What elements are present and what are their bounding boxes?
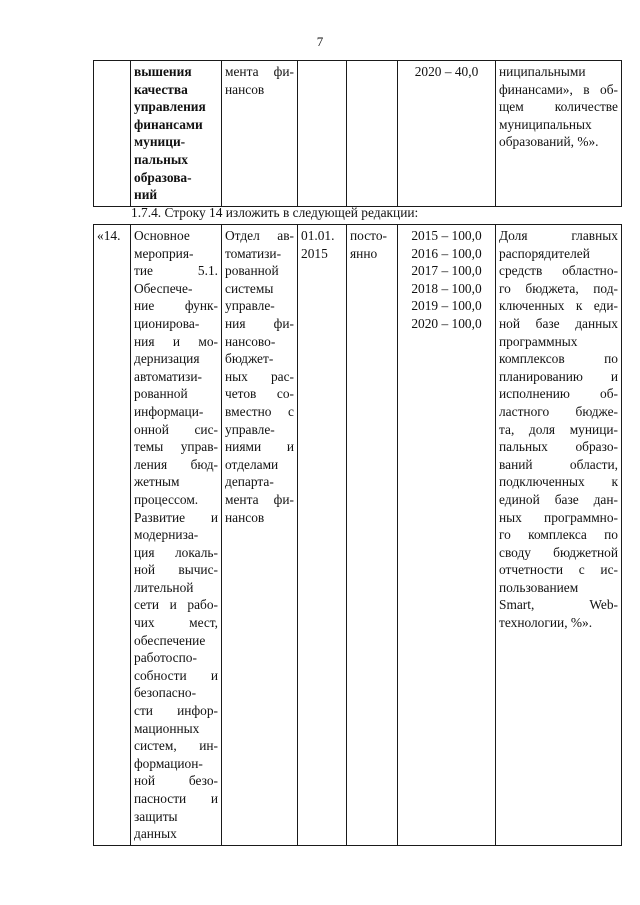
text-line: нансово- (225, 333, 276, 349)
text-line: Обеспече- (134, 280, 193, 296)
text-line: ний (134, 187, 158, 203)
text-line: Smart, Web- (499, 597, 618, 613)
cell-start-date (298, 61, 347, 207)
text-line: своду бюджетной (499, 544, 618, 560)
text-line: системы (225, 280, 274, 296)
cell-event-name (131, 225, 222, 846)
cell-target-values (398, 61, 496, 207)
text-line: 2016 – 100,0 (411, 245, 482, 261)
text-line: департа- (225, 474, 274, 490)
text-line: Основное (134, 228, 190, 243)
text-line: данных (134, 826, 177, 842)
text-line: рованной (134, 386, 188, 402)
text-line: Отдел ав- (225, 228, 294, 243)
text-line: 2017 – 100,0 (411, 263, 482, 279)
text-line: ной вычис- (134, 562, 218, 578)
text-line: 2015 (301, 245, 328, 261)
text-line: процессом. (134, 491, 199, 507)
text-line: вместно с (225, 403, 294, 419)
text-line: автоматизи- (134, 368, 202, 384)
text-line: ния и мо- (134, 333, 218, 349)
text-line: информаци- (134, 403, 204, 419)
text-line: нансов (225, 81, 265, 97)
text-line: обеспечение (134, 632, 206, 648)
text-line: сети и рабо- (134, 597, 218, 613)
text-line: управления (134, 99, 206, 115)
text-line: сти инфор- (134, 703, 218, 719)
text-line: качества (134, 81, 188, 97)
cell-indicator (496, 225, 622, 846)
text-line: отчетности с ис- (499, 562, 618, 578)
table-row (94, 225, 622, 846)
text-line: 01.01. (301, 228, 335, 243)
text-line: работоспо- (134, 650, 197, 666)
page-number: 7 (316, 34, 324, 49)
text-line: мента фи- (225, 491, 294, 507)
text-line: жетным (134, 474, 180, 490)
text-line: муници- (134, 134, 186, 150)
text-line: 2020 – 40,0 (414, 64, 479, 79)
text-line: единой базе дан- (499, 491, 618, 507)
cell-event-name (131, 61, 222, 207)
text-line: финансами (134, 116, 203, 132)
text-line: ция локаль- (134, 544, 218, 560)
text-line: мероприя- (134, 245, 194, 261)
text-line: онной сис- (134, 421, 218, 437)
text-line: тие 5.1. (134, 263, 218, 279)
text-line: ластного бюдже- (499, 403, 618, 419)
text-line: вышения (134, 64, 192, 79)
text-line: систем, ин- (134, 738, 218, 754)
text-line: дернизация (134, 351, 200, 367)
text-line: мационных (134, 720, 200, 736)
text-line: формацион- (134, 755, 203, 771)
text-line: рованной (225, 263, 279, 279)
text-line: технологии, %». (499, 615, 593, 631)
text-line: темы управ- (134, 439, 218, 455)
text-line: пасности и (134, 791, 218, 806)
text-line: пальных (134, 151, 188, 167)
text-line: ния фи- (225, 315, 294, 331)
text-line: программных (499, 333, 578, 349)
text-line: собности и (134, 667, 218, 683)
text-line: четов со- (225, 386, 294, 402)
cell-number (94, 61, 131, 207)
text-line: образова- (134, 169, 192, 185)
cell-executor (222, 61, 298, 207)
text-line: лительной (134, 579, 194, 595)
text-line: финансами», в об- (499, 81, 618, 97)
text-line: томатизи- (225, 245, 282, 261)
text-line: ления бюд- (134, 456, 218, 472)
text-line: бюджет- (225, 351, 274, 367)
row-number: «14. (97, 228, 121, 243)
text-line: ние функ- (134, 298, 218, 314)
text-line: распорядителей (499, 245, 590, 261)
cell-end-date (347, 61, 398, 207)
text-line: средств областно- (499, 263, 618, 279)
text-line: управле- (225, 298, 275, 314)
text-line: отделами (225, 456, 279, 472)
text-line: исполнению об- (499, 386, 618, 402)
text-line: пользованием (499, 579, 579, 595)
text-line: щем количестве (499, 99, 618, 115)
cell-number (94, 225, 131, 846)
text-line: Развитие и (134, 509, 218, 525)
cell-end-date (347, 225, 398, 846)
cell-executor (222, 225, 298, 846)
text-line: безопасно- (134, 685, 197, 701)
text-line: 2019 – 100,0 (411, 298, 482, 314)
table-new-row-14 (93, 224, 622, 846)
text-line: нансов (225, 509, 265, 525)
text-line: янно (350, 245, 378, 261)
text-line: 2018 – 100,0 (411, 280, 482, 296)
text-line: пальных образо- (499, 439, 618, 455)
text-line: 2020 – 100,0 (411, 315, 482, 331)
text-line: защиты (134, 808, 178, 824)
text-line: ционирова- (134, 315, 200, 331)
text-line: ниципальными (499, 64, 586, 79)
text-line: го комплекса по (499, 527, 618, 543)
text-line: модерниза- (134, 527, 199, 543)
text-line: чих мест, (134, 615, 218, 631)
text-line: Доля главных (499, 228, 618, 243)
text-line: комплексов по (499, 351, 618, 367)
text-line: та, доля муници- (499, 421, 618, 437)
cell-target-values (398, 225, 496, 846)
text-line: ной базе данных (499, 315, 618, 331)
text-line: планированию и (499, 368, 618, 384)
text-line: ниями и (225, 439, 294, 455)
text-line: ной безо- (134, 773, 218, 789)
instruction-text: 1.7.4. Строку 14 изложить в следующей редакции: (131, 205, 419, 220)
cell-indicator (496, 61, 622, 207)
text-line: мента фи- (225, 64, 294, 79)
text-line: ваний области, (499, 456, 618, 472)
text-line: го бюджета, под- (499, 280, 618, 296)
text-line: 2015 – 100,0 (411, 228, 482, 243)
text-line: муниципальных (499, 116, 592, 132)
table-row (94, 61, 622, 207)
table-continued-row (93, 60, 622, 207)
text-line: ных программно- (499, 509, 618, 525)
text-line: подключенных к (499, 474, 618, 490)
text-line: посто- (350, 228, 387, 243)
text-line: образований, %». (499, 134, 599, 150)
text-line: ключенных к еди- (499, 298, 618, 314)
text-line: ных рас- (225, 368, 294, 384)
cell-start-date (298, 225, 347, 846)
text-line: управле- (225, 421, 275, 437)
